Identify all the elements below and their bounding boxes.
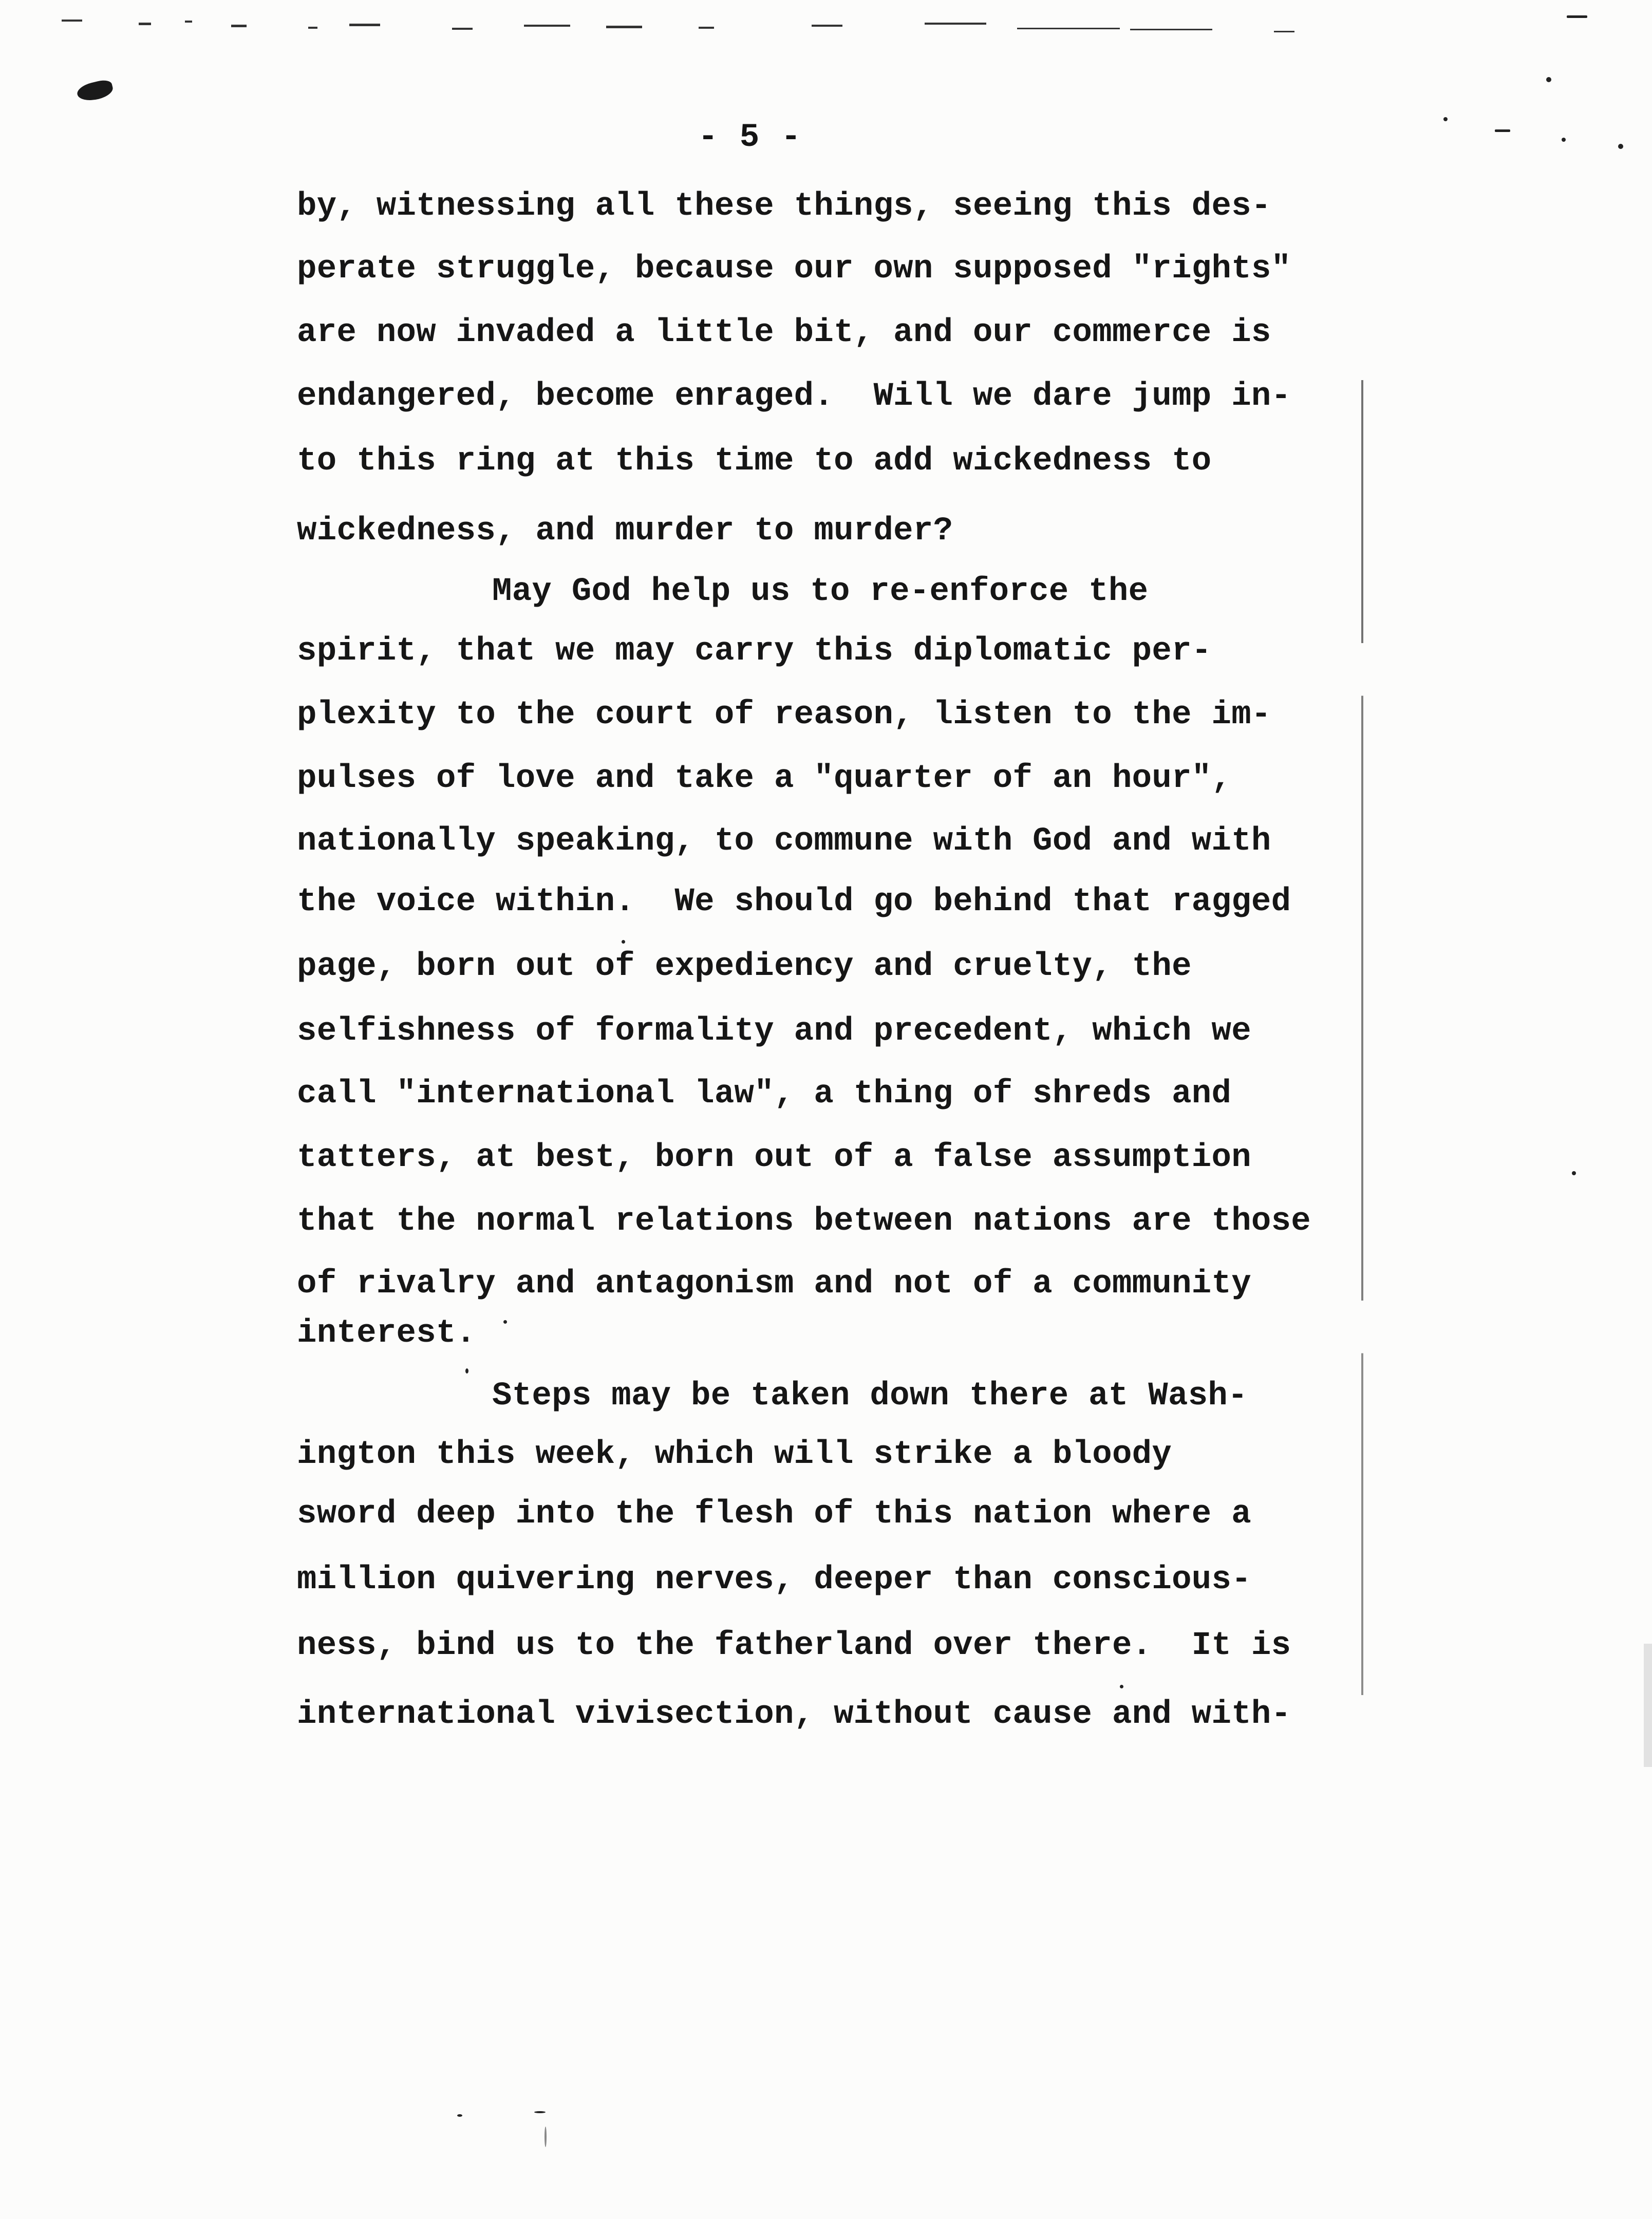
scan-speck [1572, 1171, 1576, 1175]
text-line: spirit, that we may carry this diplomatic per- [297, 633, 1212, 670]
text-line: to this ring at this time to add wickedness to [297, 443, 1212, 480]
scan-speck [503, 1320, 507, 1324]
scan-speck [1120, 1685, 1123, 1688]
scan-speck [1562, 138, 1566, 142]
scan-speck [1618, 144, 1623, 149]
text-line: million quivering nerves, deeper than conscious- [297, 1562, 1251, 1599]
scan-speck [545, 2127, 547, 2147]
scan-edge-marks [62, 15, 1377, 36]
text-line: wickedness, and murder to murder? [297, 513, 953, 550]
text-line: page, born out of expediency and cruelty, the [297, 948, 1192, 985]
text-line: are now invaded a little bit, and our commerce is [297, 314, 1271, 351]
text-line: May God help us to re-enforce the [492, 573, 1149, 610]
scan-speck [457, 2114, 462, 2117]
text-line: plexity to the court of reason, listen to the im- [297, 697, 1271, 734]
text-line: call "international law", a thing of shreds and [297, 1076, 1232, 1113]
text-line: pulses of love and take a "quarter of an hour", [297, 760, 1232, 797]
text-line: international vivisection, without cause and with- [297, 1696, 1291, 1733]
scan-speck [1567, 15, 1587, 18]
text-line: the voice within. We should go behind that ragged [297, 883, 1291, 920]
scan-margin-line [1361, 380, 1363, 1695]
text-line: ington this week, which will strike a bloody [297, 1436, 1172, 1473]
scan-speck [465, 1368, 468, 1374]
scan-speck [1644, 1644, 1652, 1767]
ink-blot [76, 78, 115, 104]
scan-speck [622, 940, 625, 944]
text-line: that the normal relations between nations are those [297, 1203, 1311, 1240]
text-line: ness, bind us to the fatherland over there. It is [297, 1627, 1291, 1664]
text-line: endangered, become enraged. Will we dare jump in- [297, 378, 1291, 415]
text-line: Steps may be taken down there at Wash- [492, 1378, 1248, 1415]
scan-speck [1443, 117, 1448, 121]
text-line: selfishness of formality and precedent, which we [297, 1013, 1251, 1050]
text-line: nationally speaking, to commune with God and with [297, 823, 1271, 860]
page-number: - 5 - [698, 119, 802, 156]
scan-speck [1495, 129, 1510, 132]
text-line: perate struggle, because our own supposed "rights" [297, 251, 1291, 288]
scan-speck [1546, 77, 1551, 82]
text-line: by, witnessing all these things, seeing this des- [297, 188, 1271, 225]
text-line: interest. [297, 1315, 476, 1352]
scan-speck [534, 2111, 546, 2113]
text-line: tatters, at best, born out of a false assumption [297, 1139, 1251, 1176]
text-line: sword deep into the flesh of this nation where a [297, 1496, 1251, 1533]
text-line: of rivalry and antagonism and not of a community [297, 1266, 1251, 1303]
